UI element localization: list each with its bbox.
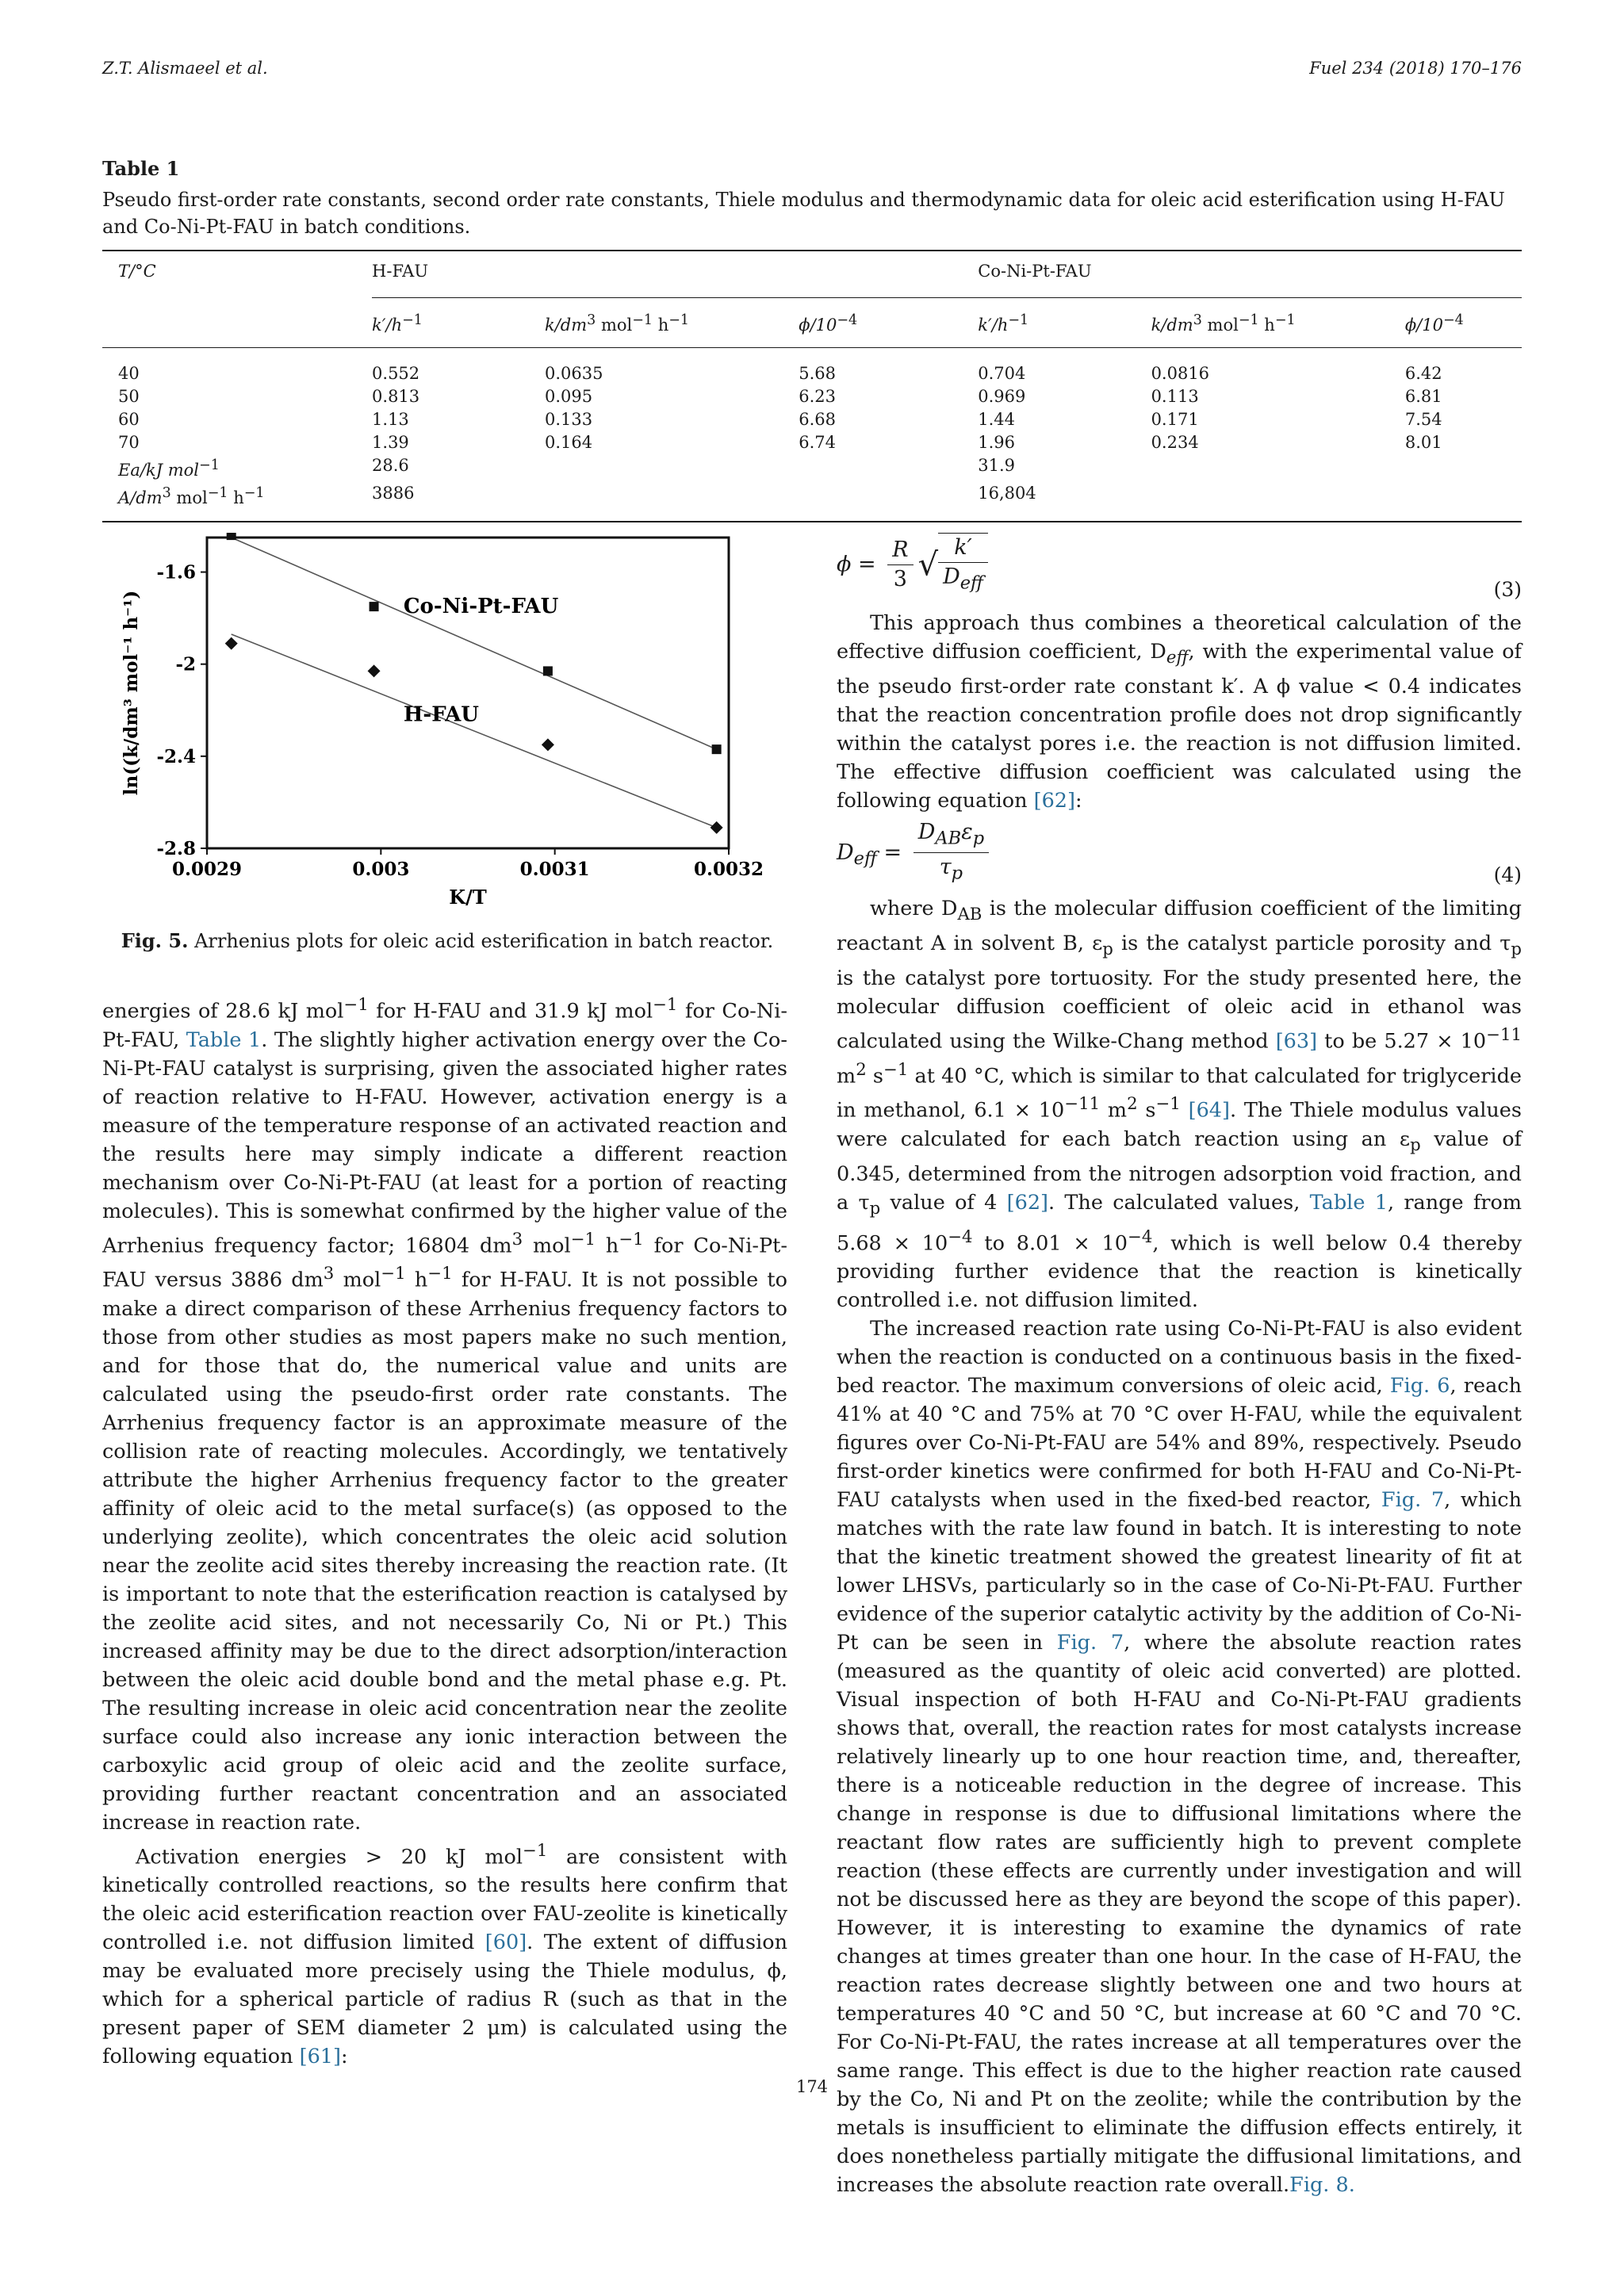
table-row: 70 1.39 0.164 6.74 1.96 0.234 8.01 xyxy=(118,433,1442,452)
data-point-square xyxy=(712,744,722,754)
left-paragraph-1: energies of 28.6 kJ mol$^{-1}$ for H-FAU and 31.9 kJ mol$^{-1}$ for Co-Ni-Pt-FAU, Table 1. The slightly higher activation energy over the Co-Ni-Pt-FAU catalyst is surprising, given the associated higher rates of reaction relative to H-FAU. However, activation energy is a measure of the temperature response of an activated reaction and the results here may simply indicate a different reaction mechanism over Co-Ni-Pt-FAU (at least for a portion of reacting molecules). This is somewhat confirmed by the higher value of the Arrhenius frequency factor; 16804 $dm^3$ mol$^{-1}$ $h^{-1}$ for Co-Ni-Pt-FAU versus 3886 $dm^3$ mol$^{-1}$ $h^{-1}$ for H-FAU. It is not possible to make a direct comparison of these Arrhenius frequency factors to those from other studies as most papers make no such mention, and for those that do, the numerical value and units are calculated using the pseudo-first order rate constants. The Arrhenius frequency factor is an approximate measure of the collision rate of reacting molecules. Accordingly, we tentatively attribute the higher Arrhenius frequency factor to the greater affinity of oleic acid to the metal surface(s) (as opposed to the underlying zeolite), which concentrates the oleic acid solution near the zeolite acid sites thereby increasing the reaction rate. (It is important to note that the esterification reaction is catalysed by the zeolite acid sites, and not necessarily Co, Ni or Pt.) This increased affinity may be due to the direct adsorption/interaction between the oleic acid double bond and the metal phase e.g. Pt. The resulting increase in oleic acid concentration near the zeolite surface could also increase any ionic interaction between the carboxylic acid group of oleic acid and the zeolite surface, providing further reactant concentration and an associated increase in reaction rate. xyxy=(102,995,788,1835)
subheader-phi-coni: $\phi/10^{-4}$ xyxy=(1404,312,1464,335)
equation-4: $D_{eff}$ = $\frac{D_{AB}\varepsilon_p}{\tau_p}$ (4) xyxy=(837,818,1522,894)
y-tick-label: -2.4 xyxy=(156,745,196,767)
subheader-k1-hfau: $k'/h^{-1}$ xyxy=(372,312,423,335)
table-1-section xyxy=(102,157,1522,522)
ref-link-table1b[interactable]: Table 1 xyxy=(1309,1190,1388,1215)
ref-link-63[interactable]: [63] xyxy=(1275,1029,1318,1054)
data-point-diamond xyxy=(368,664,381,677)
equation-number-3: (3) xyxy=(1493,578,1522,601)
left-paragraph-2: Activation energies > 20 kJ mol$^{-1}$ are consistent with kinetically controlled reactions, so the results here confirm that the oleic acid esterification reaction over FAU-zeolite is kinetically controlled i.e. not diffusion limited [60]. The extent of diffusion may be evaluated more precisely using the Thiele modulus, ϕ, which for a spherical particle of radius R (such as that in the present paper of SEM diameter 2 μm) is calculated using the following equation [61]: xyxy=(102,1840,787,2068)
data-point-diamond xyxy=(542,738,554,751)
ref-link-fig8[interactable]: Fig. 8. xyxy=(1289,2173,1355,2198)
col-group-coni: Co-Ni-Pt-FAU xyxy=(978,262,1092,281)
ref-link-64[interactable]: [64] xyxy=(1188,1098,1230,1123)
ref-link-fig7b[interactable]: Fig. 7 xyxy=(1056,1631,1124,1655)
table-group-header-row xyxy=(102,251,1522,298)
subheader-k2-hfau: $k/dm^3$ mol$^{-1}$ $h^{-1}$ xyxy=(544,312,690,335)
ref-link-fig7[interactable]: Fig. 7 xyxy=(1381,1488,1445,1513)
table-caption: Pseudo first-order rate constants, second order rate constants, Thiele modulus and thermodynamic data for oleic acid esterification using H-FAU and Co-Ni-Pt-FAU in batch conditions. xyxy=(102,189,1505,238)
y-axis-label: ln((k/dm³ mol⁻¹ h⁻¹) xyxy=(121,590,142,796)
data-table xyxy=(102,250,1522,522)
x-tick-label: 0.0032 xyxy=(693,859,764,880)
figure-caption: Fig. 5. Arrhenius plots for oleic acid esterification in batch reactor. xyxy=(121,929,774,952)
table-subheader-row xyxy=(102,298,1522,348)
data-point-diamond xyxy=(225,637,238,650)
table-row: 60 1.13 0.133 6.68 1.44 0.171 7.54 xyxy=(118,410,1442,429)
equation-number-4: (4) xyxy=(1493,863,1522,887)
page-number: 174 xyxy=(795,2077,829,2096)
right-paragraph-3: The increased reaction rate using Co-Ni-Pt-FAU is also evident when the reaction is conducted on a continuous basis in the fixed-bed reactor. The maximum conversions of oleic acid, Fig. 6, reach 41% at 40 °C and 75% at 70 °C over H-FAU, while the equivalent figures over Co-Ni-Pt-FAU are 54% and 89%, respectively. Pseudo first-order kinetics were confirmed for both H-FAU and Co-Ni-Pt-FAU catalysts when used in the fixed-bed reactor, Fig. 7, which matches with the rate law found in batch. It is interesting to note that the kinetic treatment showed the greatest linearity of fit at lower LHSVs, particularly so in the case of Co-Ni-Pt-FAU. Further evidence of the superior catalytic activity by the addition of Co-Ni-Pt can be seen in Fig. 7, where the absolute reaction rates (measured as the quantity of oleic acid converted) are plotted. Visual inspection of both H-FAU and Co-Ni-Pt-FAU gradients shows that, overall, the reaction rates for most catalysts increase relatively linearly up to one hour reaction time, and, thereafter, there is a noticeable reduction in the degree of increase. This change in response is due to diffusional limitations where the reactant flow rates are sufficiently high to prevent complete reaction (these effects are currently under investigation and will not be discussed here as they are beyond the scope of this paper). However, it is interesting to examine the dynamics of rate changes at times greater than one hour. In the case of H-FAU, the reaction rates decrease slightly between one and two hours at temperatures 40 °C and 50 °C, but increase at 60 °C and 70 °C. For Co-Ni-Pt-FAU, the rates increase at all temperatures over the same range. This effect is due to the higher reaction rate caused by the Co, Ni and Pt on the zeolite; while the contribution by the metals is insufficient to eliminate the diffusion effects entirely, it does nonetheless partially mitigate the diffusional limitations, and increases the absolute reaction rate overall.Fig. 8. xyxy=(837,1317,1522,2198)
right-column-body xyxy=(837,533,1522,2199)
data-point-square xyxy=(227,533,236,540)
y-tick-label: -2 xyxy=(175,653,196,675)
ref-link-fig6[interactable]: Fig. 6 xyxy=(1389,1374,1450,1399)
ref-link-table1[interactable]: Table 1 xyxy=(186,1027,262,1052)
series-label: Co-Ni-Pt-FAU xyxy=(403,595,559,619)
table-label: Table 1 xyxy=(102,157,180,180)
x-tick-label: 0.0029 xyxy=(171,859,243,880)
table-row: 40 0.552 0.0635 5.68 0.704 0.0816 6.42 xyxy=(118,364,1442,383)
data-point-diamond xyxy=(710,821,723,834)
ref-link-61[interactable]: [61] xyxy=(299,2045,341,2068)
right-paragraph-2: where $D_{AB}$ is the molecular diffusion coefficient of the limiting reactant A in solvent B, $\varepsilon_p$ is the catalyst particle porosity and $\tau_p$ is the catalyst pore tortuosity. For the study presented here, the molecular diffusion coefficient of oleic acid in ethanol was calculated using the Wilke-Chang method [63] to be $5.27 \times 10^{-11}$ $m^2$ $s^{-1}$ at 40 °C, which is similar to that calculated for triglyceride in methanol, $6.1 \times 10^{-11}$ $m^2$ $s^{-1}$ [64]. The Thiele modulus values were calculated for each batch reaction using an $\varepsilon_p$ value of 0.345, determined from the nitrogen adsorption void fraction, and a $\tau_p$ value of 4 [62]. The calculated values, Table 1, range from $5.68 \times 10^{-4}$ to $8.01 \times 10^{-4}$, which is well below 0.4 thereby providing further evidence that the reaction is kinetically controlled i.e. not diffusion limited. xyxy=(837,897,1522,1313)
data-point-square xyxy=(543,666,553,675)
y-tick-label: -1.6 xyxy=(156,561,196,584)
running-header-authors: Z.T. Alismaeel et al. xyxy=(102,59,268,78)
subheader-phi-hfau: $\phi/10^{-4}$ xyxy=(799,312,858,335)
subheader-k2-coni: $k/dm^3$ mol$^{-1}$ $h^{-1}$ xyxy=(1151,312,1296,335)
x-tick-label: 0.003 xyxy=(352,859,410,880)
trendline-diamond xyxy=(232,634,717,828)
y-tick-label: -2.8 xyxy=(156,838,196,859)
x-tick-label: 0.0031 xyxy=(519,859,590,880)
subheader-k1-coni: $k'/h^{-1}$ xyxy=(978,312,1029,335)
arrhenius-plot xyxy=(102,533,792,977)
table-row-a: $A/dm^3$ mol$^{-1}$ $h^{-1}$ 3886 16,804 xyxy=(118,484,1036,507)
equation-3: ϕ = $\frac{R}{3}$ √ $\frac{k'}{D_{eff}}$ (3) xyxy=(837,533,1522,609)
col-header-temperature: T/°C xyxy=(118,262,156,281)
running-header-journal: Fuel 234 (2018) 170–176 xyxy=(1309,59,1522,78)
series-label: H-FAU xyxy=(403,702,479,727)
x-axis-label: K/T xyxy=(449,886,487,909)
ref-link-62b[interactable]: [62] xyxy=(1006,1190,1049,1215)
table-row: 50 0.813 0.095 6.23 0.969 0.113 6.81 xyxy=(118,387,1442,406)
data-point-square xyxy=(370,602,379,611)
right-paragraph-1: This approach thus combines a theoretical calculation of the effective diffusion coefficient, $D_{eff}$, with the experimental value of the pseudo first-order rate constant k′. A ϕ value < 0.4 indicates that the reaction concentration profile does not drop significantly within the catalyst pores i.e. the reaction is not diffusion limited. The effective diffusion coefficient was calculated using the following equation [62]: xyxy=(837,611,1522,813)
ref-link-60[interactable]: [60] xyxy=(485,1931,527,1954)
table-row-ea: Ea/kJ mol$^{-1}$ 28.6 31.9 xyxy=(118,456,1016,480)
left-column-body xyxy=(102,991,787,2071)
ref-link-62[interactable]: [62] xyxy=(1033,789,1075,813)
col-group-hfau: H-FAU xyxy=(372,262,429,281)
